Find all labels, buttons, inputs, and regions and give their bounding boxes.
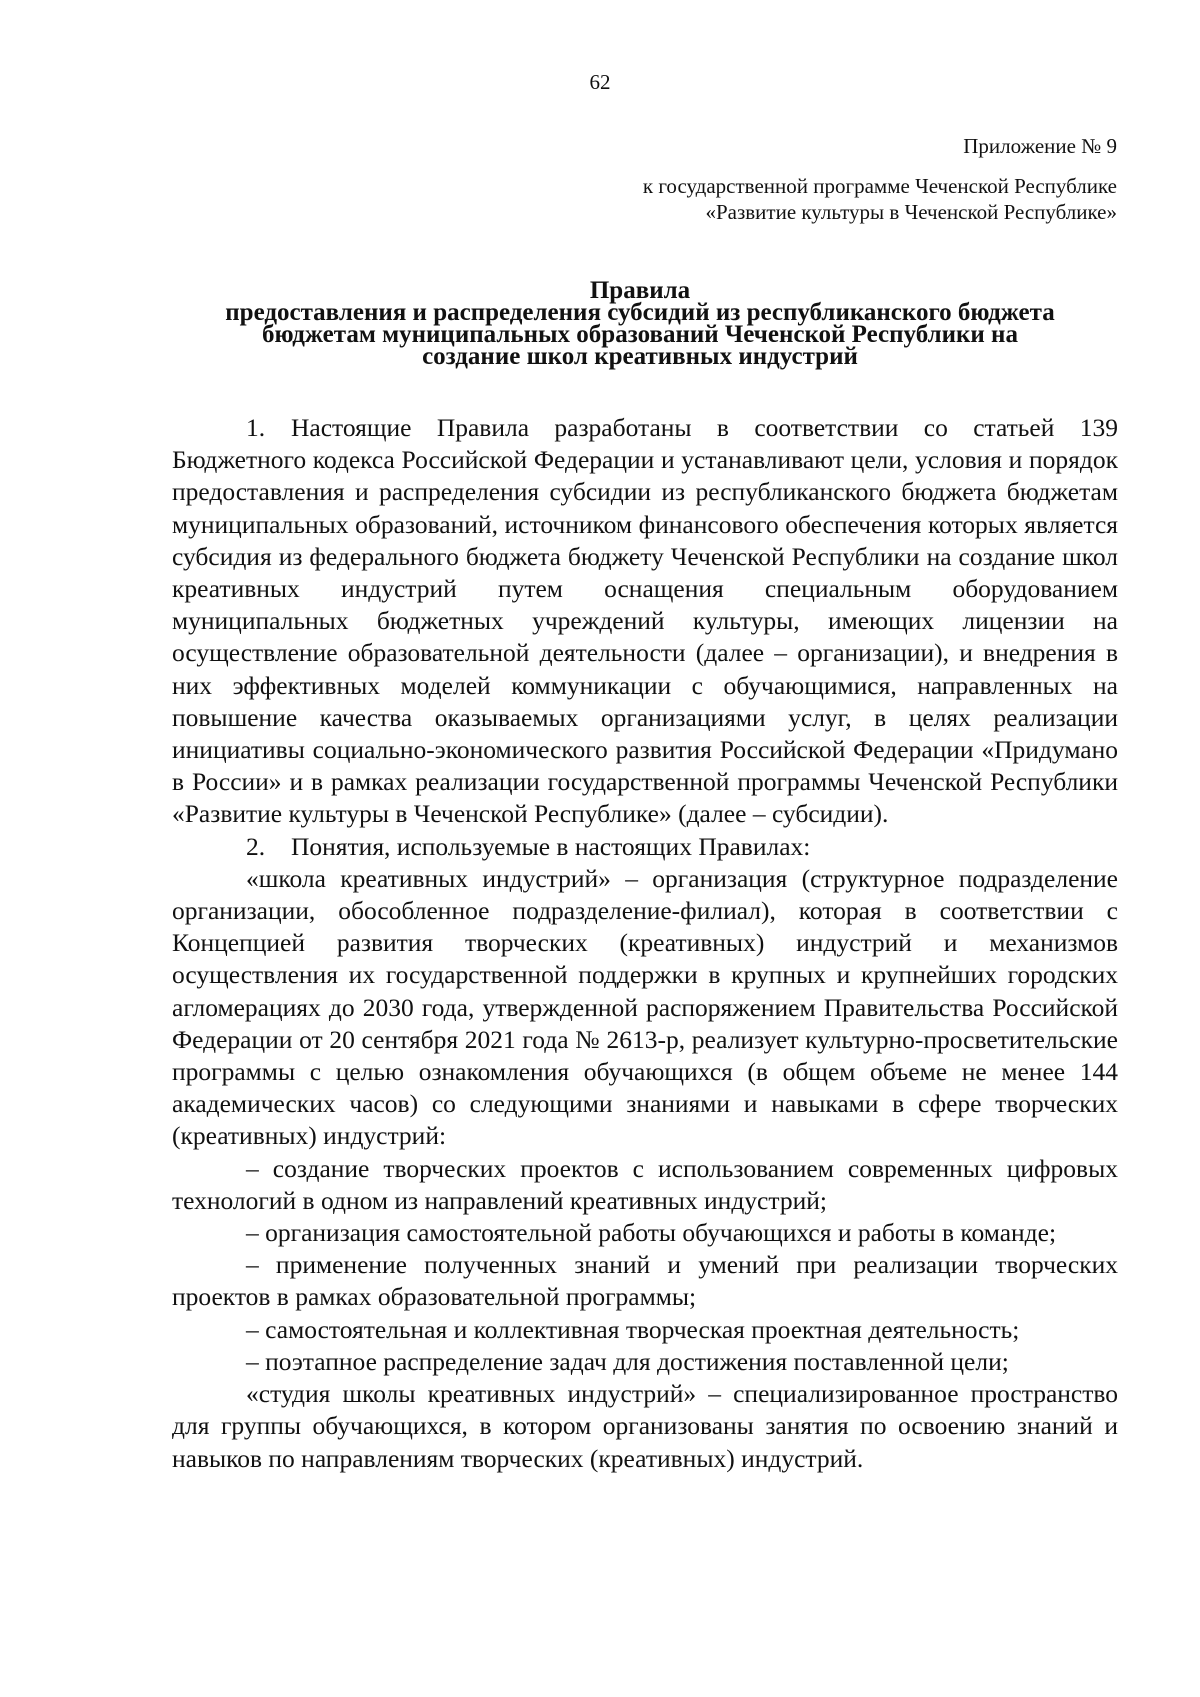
paragraph-1 [172, 412, 1118, 831]
paragraph-2-number: 2. [246, 831, 266, 861]
title-line-3: бюджетам муниципальных образований Чеченской Республики на [262, 321, 1018, 348]
page-number: 62 [589, 70, 611, 94]
definition-school: «школа креативных индустрий» – организация (структурное подразделение организации, обособленное подразделение-филиал), которая в соответствии с Концепцией развития творческих (креативных) индустрий и механизмов осуществления их государственной поддержки в крупных и крупнейших городских агломерациях до 2030 года, утвержденной распоряжением Правительства Российской Федерации от 20 сентября 2021 года № 2613-р, реализует культурно-просветительские программы с целью ознакомления обучающихся (в общем объеме не менее 144 академических часов) со следующими знаниями и навыками в сфере творческих (креативных) индустрий: [172, 863, 1118, 1151]
paragraph-2-text: Понятия, используемые в настоящих Правилах: [291, 831, 811, 861]
title-line-1: Правила [589, 277, 691, 304]
paragraph-2 [172, 831, 1118, 863]
list-item: – применение полученных знаний и умений при реализации творческих проектов в рамках образовательной программы; [172, 1250, 1118, 1312]
document-title [160, 277, 1120, 370]
paragraph-1-number: 1. [246, 413, 266, 442]
list-item: – создание творческих проектов с использованием современных цифровых технологий в одном из направлений креативных индустрий; [172, 1153, 1118, 1215]
appendix-program-title: «Развитие культуры в Чеченской Республике» [705, 200, 1117, 224]
paragraph-1-text: Настоящие Правила разработаны в соответствии со статьей 139 Бюджетного кодекса Российской Федерации и устанавливают цели, условия и порядок предоставления и распределения субсидии из республиканского бюджета бюджетам муниципальных образований, источником финансового обеспечения которых является субсидия из федерального бюджета бюджету Чеченской Республики на создание школ креативных индустрий путем оснащения специальным оборудованием муниципальных бюджетных учреждений культуры, имеющих лицензии на осуществление образовательной деятельности (далее – организации), и внедрения в них эффективных моделей коммуникации с обучающимися, направленных на повышение качества оказываемых организациями услуг, в целях реализации инициативы социально-экономического развития Российской Федерации «Придумано в России» и в рамках реализации государственной программы Чеченской Республики «Развитие культуры в Чеченской Республике» (далее – субсидии). [172, 413, 1118, 829]
appendix-program: к государственной программе Чеченской Республике [642, 174, 1117, 198]
definition-studio: «студия школы креативных индустрий» – специализированное пространство для группы обучающихся, в котором организованы занятия по освоению знаний и навыков по направлениям творческих (креативных) индустрий. [172, 1379, 1118, 1473]
title-line-4: создание школ креативных индустрий [422, 343, 858, 370]
list-item: – поэтапное распределение задач для достижения поставленной цели; [246, 1346, 1009, 1376]
document-body [172, 412, 1118, 1475]
appendix-header [643, 133, 1117, 225]
title-line-2: предоставления и распределения субсидий из республиканского бюджета [225, 299, 1055, 326]
list-item: – организация самостоятельной работы обучающихся и работы в команде; [246, 1218, 1057, 1248]
appendix-number: Приложение № 9 [963, 134, 1117, 158]
list-item: – самостоятельная и коллективная творческая проектная деятельность; [246, 1314, 1020, 1344]
